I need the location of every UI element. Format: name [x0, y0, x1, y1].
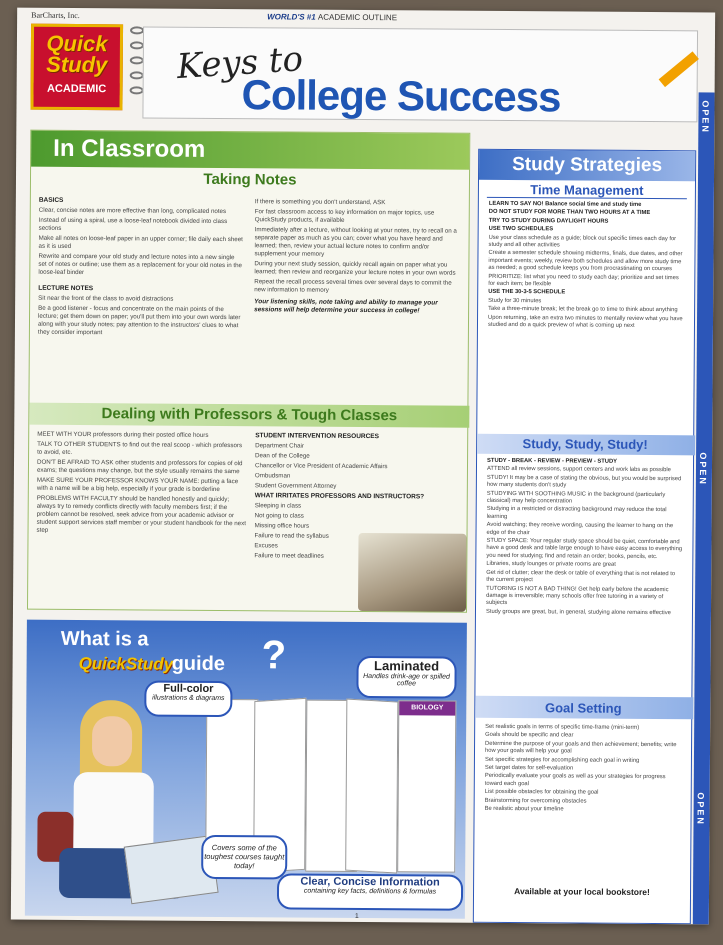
- clear-info-callout: Clear, Concise Information containing key facts, definitions & formulas: [277, 873, 463, 910]
- tagline: WORLD'S #1 ACADEMIC OUTLINE: [267, 12, 398, 23]
- question-mark: ?: [261, 633, 287, 678]
- professors-left-column: MEET WITH YOUR professors during their posted office hours TALK TO OTHER STUDENTS to find out the real scoop - which professors to avoid, etc. DON'T BE AFRAID TO ASK other students and professors for copies of old exams; the questions may change, but the style usually remains the same MAKE SURE YOUR PROFESSOR KNOWS YOUR NAME: putting a face with a name will be a big help, especially if your grade is borderline PROBLEMS WITH FACULTY should be handled honestly and quickly; always try to remedy conflicts directly with faculty members first; if the problem cannot be resolved, seek advice from your academic advisor or student support services staff member or your student handbook for the next step: [36, 430, 246, 534]
- guide-title: What is a: [60, 627, 149, 651]
- guide-brand: QuickStudy: [78, 654, 174, 674]
- study-strategies-section: [473, 149, 696, 925]
- page-number: 1: [354, 912, 359, 920]
- covers-callout: Covers some of the toughest courses taught today!: [201, 835, 287, 880]
- professors-title: Dealing with Professors & Tough Classes: [29, 403, 469, 428]
- logo-academic: ACADEMIC: [34, 83, 120, 96]
- time-management-list: LEARN TO SAY NO! Balance social time and study time DO NOT STUDY FOR MORE THAN TWO HOURS AT A TIME TRY TO STUDY DURING DAYLIGHT HOURS USE TWO SCHEDULES Use your class schedule as a guide; block out specific times each day for study and all other activities Create a semester schedule showing midterms, finals, due dates, and other important events; weekly, review both schedules and allow more study time as needed; a good schedule keeps you from procrastinating on courses PRIORITIZE: list what you need to study each day; prioritize and set times for each item; be flexible USE THE 30-3-5 SCHEDULE Study for 30 minutes Take a three-minute break; let the break go to time to think about anything Upon returning, take an extra two minutes to mentally review what you have studied and do a quick preview of what is coming up next: [487, 200, 683, 329]
- publisher-label: BarCharts, Inc.: [31, 10, 80, 21]
- laminated-callout: Laminated Handles drink-age or spilled coffee: [356, 656, 456, 699]
- open-tab-strip: [693, 92, 715, 924]
- open-tab-label: OPEN: [695, 792, 706, 826]
- desk-photo: [358, 533, 467, 612]
- logo-study: Study: [46, 51, 108, 78]
- quickstudy-logo: [30, 24, 123, 111]
- guide-word: guide: [171, 652, 226, 676]
- taking-notes-left-column: BASICS Clear, concise notes are more effective than long, complicated notes Instead of using a spiral, use a loose-leaf notebook divided into class sections Make all notes on loose-leaf paper in an upper corner; file daily each sheet as it is used Rewrite and compare your old study and lecture notes into a new single set of notes or outline; use them as a replacement for your old notes in the loose-leaf binder LECTURE NOTES Sit near the front of the class to avoid distractions Be a good listener - focus and concentrate on the main points of the lecture; get them down on paper; you'll put them into your own words later along with your study notes; pay attention to the instructors' clues to what they consider important: [37, 196, 243, 337]
- taking-notes-title: Taking Notes: [203, 170, 297, 189]
- open-tab-label: OPEN: [697, 452, 709, 486]
- time-management-title: Time Management: [487, 182, 687, 199]
- study-study-title: Study, Study, Study!: [522, 436, 648, 452]
- logo-quick: Quick: [46, 30, 108, 57]
- strategies-heading: Study Strategies: [479, 150, 695, 182]
- open-tab-label: OPEN: [700, 100, 711, 134]
- guide-promo-section: [25, 620, 467, 919]
- available-note: Available at your local bookstore!: [514, 886, 650, 898]
- student-photo: [37, 700, 188, 911]
- study-list: STUDY - BREAK - REVIEW - PREVIEW - STUDY ATTEND all review sessions, support centers and work labs as possible STUDY! It may be a case of stating the obvious, but you would be surprised how many students don't study STUDYING WITH SOOTHING MUSIC in the background (particularly classical) may help concentration Studying in a restricted or distracting background may reduce the total learning Avoid watching; they receive wording, causing the learner to hang on the edge of the chair STUDY SPACE: Your regular study space should be quiet, comfortable and have a good desk and table large enough to have easy access to everything you need for studying; find and retain an order; books, pencils, etc. Libraries, study lounges or private rooms are great Get rid of clutter; clear the desk or table of everything that is not related to the current project TUTORING IS NOT A BAD THING! Get help early before the academic damage is irreversible; many schools offer free tutoring in a variety of subjects Study groups are great, but, in general, studying alone remains effective: [485, 457, 683, 616]
- outline-sheet: [11, 8, 715, 925]
- title-line-2: College Success: [241, 71, 561, 121]
- title-line-1: Keys to: [175, 39, 305, 88]
- goal-setting-title: Goal Setting: [544, 700, 622, 716]
- section-heading: In Classroom: [31, 131, 469, 170]
- full-color-callout: Full-color illustrations & diagrams: [144, 680, 232, 717]
- professors-right-column: STUDENT INTERVENTION RESOURCES Department Chair Dean of the College Chancellor or Vice President of Academic Affairs Ombudsman Student Government Attorney WHAT IRRITATES PROFESSORS AND INSTRUCTORS? Sleeping in class Not going to class Missing office hours Failure to read the syllabus Excuses Failure to meet deadlines: [254, 432, 425, 560]
- taking-notes-right-column: If there is something you don't understand, ASK For fast classroom access to key information on major topics, use QuickStudy products, if available Immediately after a lecture, without looking at your notes, try to recall on a separate paper as much as you can; cover what you have heard and learned; then, review your actual lecture notes to confirm and/or supplement your memory During your next study session, quickly recall again on paper what you learned; then review and reorganize your lecture notes in your own words Repeat the recall process several times over several days to commit the new information to memory Your listening skills, note taking and ability to manage your sessions will help determine your success in college!: [254, 198, 457, 315]
- goal-setting-list: Set realistic goals in terms of specific time-frame (mini-term) Goals should be specific and clear Determine the purpose of your goals and then achievement; benefits; write how your goals will help your goal Set specific strategies for accomplishing each goal in writing Set target dates for self-evaluation Periodically evaluate your goals as well as your strategies for progress toward each goal List possible obstacles for obtaining the goal Brainstorming for overcoming obstacles Be realistic about your timeline: [484, 723, 677, 813]
- biology-label: BIOLOGY: [399, 701, 455, 715]
- in-classroom-section: [27, 130, 470, 613]
